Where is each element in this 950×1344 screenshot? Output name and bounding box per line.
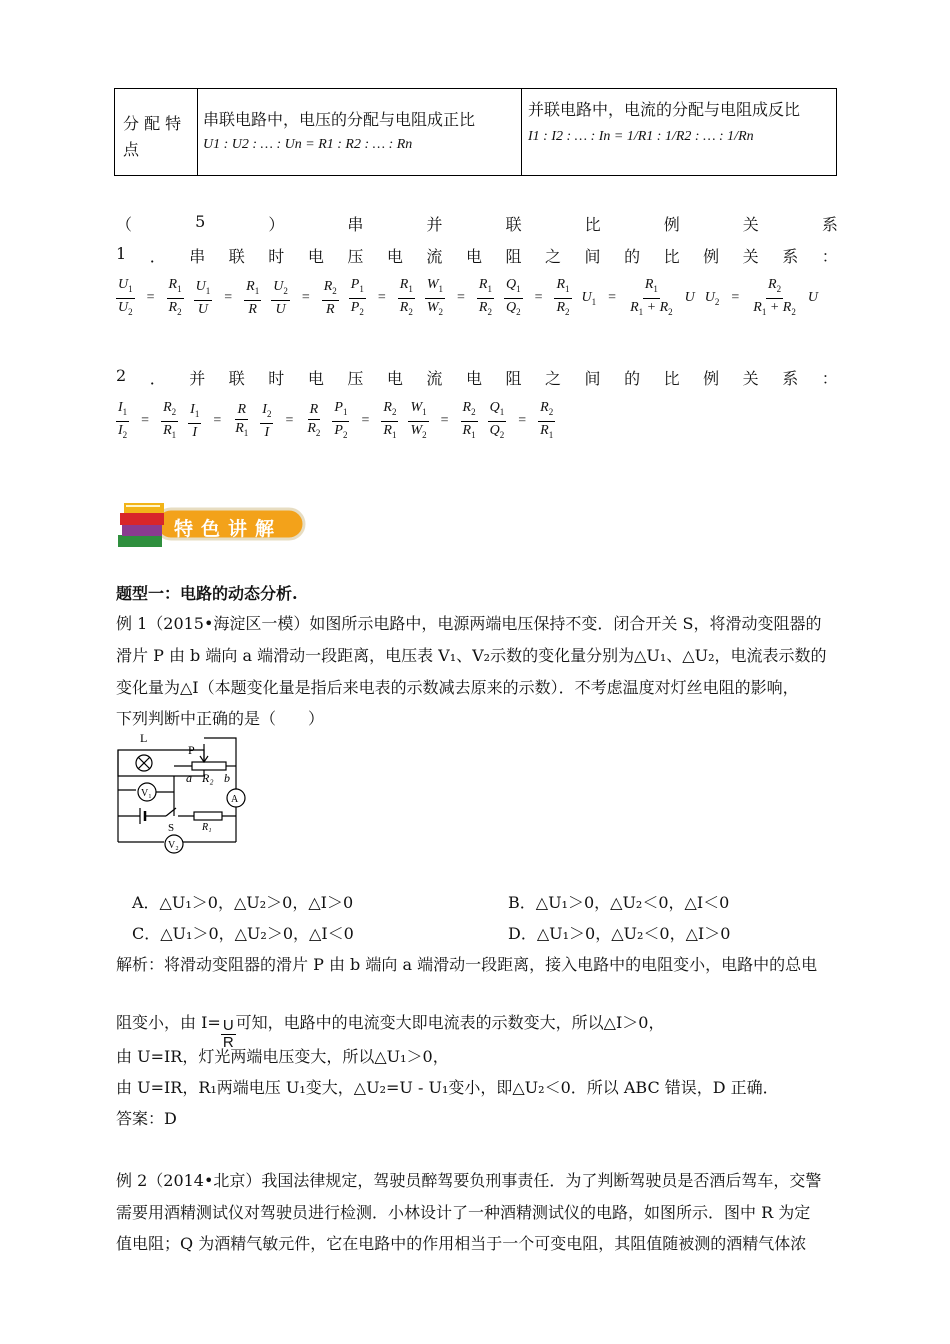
circuit-diagram <box>114 730 254 856</box>
section5-heading-char: 关 <box>742 215 759 234</box>
feature-banner <box>116 495 316 557</box>
series-ratio-heading-char: 关 <box>742 247 759 266</box>
series-formula <box>203 137 412 153</box>
parallel-ratio-heading-char: 电 <box>465 369 482 388</box>
parallel-ratio-heading-char: 间 <box>584 369 601 388</box>
series-ratio-heading-char: 电 <box>307 247 324 266</box>
series-ratio-heading-char: 电 <box>465 247 482 266</box>
series-ratio-heading-char: 1 <box>116 244 127 263</box>
section5-heading-char: ） <box>268 215 285 234</box>
parallel-ratio-heading-char: 例 <box>703 369 720 388</box>
label-V2: V₂ <box>168 840 179 851</box>
option-d: D．△U₁＞0，△U₂＜0，△I＞0 <box>508 924 731 943</box>
parallel-ratio-heading-char: 联 <box>228 369 245 388</box>
section5-heading-char: 例 <box>663 215 680 234</box>
series-ratio-heading-char: 电 <box>386 247 403 266</box>
series-ratio-heading-char: 之 <box>545 247 562 266</box>
series-formula-text: U1 : U2 : … : Un = R1 : R2 : … : Rn <box>203 137 413 152</box>
series-ratio-heading-char: 联 <box>228 247 245 266</box>
series-ratio-heading-char: 压 <box>347 247 364 266</box>
section5-heading-char: 5 <box>195 212 206 231</box>
option-c: C．△U₁＞0，△U₂＞0，△I＜0 <box>132 924 354 943</box>
table-label: 分 配 特 点 <box>123 114 182 159</box>
label-P: P <box>188 743 195 757</box>
parallel-ratio-heading-char: 流 <box>426 369 443 388</box>
ohm-fraction-num: U <box>222 1017 234 1034</box>
analysis-line2-end: 可知，电路中的电流变大即电流表的示数变大，所以△I＞0， <box>235 1013 665 1032</box>
parallel-formula <box>528 129 754 145</box>
label-A: A <box>231 794 239 805</box>
parallel-ratio-heading-char: ． <box>149 369 166 388</box>
example1-line2: 滑片 P 由 b 端向 a 端滑动一段距离，电压表 V₁、V₂示数的变化量分别为△U₁、△U₂，电流表示数的 <box>116 646 827 665</box>
series-ratio-formulas: $\frac{U_1}{U_2}$ = $\frac{R_1}{R_2}$ $\frac{U_1}{U}$ = $\frac{R_1}{R}$ $\frac{U_2}{U}$ = $\frac{R_2}{R}$ $\frac{P_1}{P_2}$ = $\frac{R_1}{R_2}$ $\frac{W_1}{W_2}$ = $\frac{R_1}{R_2}$ $\frac{Q_1}{Q_2}$ = $\frac{R_1}{R_2}$ $U_1$ = $\frac{R_1}{R_1 + R_2}$ U $U_2$ = $\frac{R_2}{R_1 + R_2}$ U <box>118 277 818 317</box>
parallel-ratio-heading-char: 2 <box>116 366 127 385</box>
analysis-line4: 由 U=IR，R₁两端电压 U₁变大，△U₂=U - U₁变小，即△U₂＜0．所以 ABC 错误，D 正确． <box>116 1078 779 1097</box>
section5-heading-char: 联 <box>505 215 522 234</box>
parallel-ratio-heading-char: 之 <box>545 369 562 388</box>
parallel-ratio-heading-char: 电 <box>307 369 324 388</box>
parallel-ratio-heading-char: 关 <box>742 369 759 388</box>
section5-heading-char: 比 <box>584 215 601 234</box>
analysis-line2-start: 阻变小，由 I= <box>116 1013 221 1032</box>
series-ratio-heading-char: 比 <box>663 247 680 266</box>
series-ratio-heading-char: 的 <box>624 247 641 266</box>
series-text: 串联电路中，电压的分配与电阻成正比 <box>203 110 476 129</box>
label-a: a <box>186 771 192 785</box>
parallel-ratio-formulas: $\frac{I_1}{I_2}$ = $\frac{R_2}{R_1}$ $\frac{I_1}{I}$ = $\frac{R}{R_1}$ $\frac{I_2}{I}$ = $\frac{R}{R_2}$ $\frac{P_1}{P_2}$ = $\frac{R_2}{R_1}$ $\frac{W_1}{W_2}$ = $\frac{R_2}{R_1}$ $\frac{Q_1}{Q_2}$ = $\frac{R_2}{R_1}$ <box>118 400 554 440</box>
section5-heading-char: 系 <box>821 215 838 234</box>
parallel-formula-text: I1 : I2 : … : In = 1/R1 : 1/R2 : … : 1/Rn <box>528 129 754 144</box>
example1-line1: 例 1（2015•海淀区一模）如图所示电路中，电源两端电压保持不变．闭合开关 S，将滑动变阻器的 <box>116 614 822 633</box>
parallel-ratio-heading-char: ： <box>821 369 838 388</box>
label-b: b <box>224 771 230 785</box>
answer: 答案：D <box>116 1109 177 1128</box>
section5-heading-char: 串 <box>347 215 364 234</box>
label-V1: V₁ <box>141 788 152 799</box>
section5-heading-char: 并 <box>426 215 443 234</box>
parallel-ratio-heading-char: 电 <box>386 369 403 388</box>
analysis-line3: 由 U=IR，灯光两端电压变大，所以△U₁＞0， <box>116 1047 449 1066</box>
series-ratio-heading-char: 例 <box>703 247 720 266</box>
series-ratio-heading <box>116 244 838 267</box>
parallel-ratio-heading <box>116 366 838 389</box>
series-ratio-heading-char: 间 <box>584 247 601 266</box>
parallel-ratio-heading-char: 阻 <box>505 369 522 388</box>
analysis-line1: 解析：将滑动变阻器的滑片 P 由 b 端向 a 端滑动一段距离，接入电路中的电阻变小，电路中的总电 <box>116 955 818 974</box>
parallel-ratio-heading-char: 比 <box>663 369 680 388</box>
banner-title: 特色讲解 <box>174 518 283 540</box>
parallel-ratio-heading-char: 并 <box>189 369 206 388</box>
parallel-ratio-heading-char: 压 <box>347 369 364 388</box>
parallel-ratio-heading-char: 系 <box>782 369 799 388</box>
option-b: B．△U₁＞0，△U₂＜0，△I＜0 <box>508 893 730 912</box>
series-ratio-heading-char: 阻 <box>505 247 522 266</box>
series-ratio-heading-char: 串 <box>189 247 206 266</box>
example2-line2: 需要用酒精测试仪对驾驶员进行检测．小林设计了一种酒精测试仪的电路，如图所示．图中 R 为定 <box>116 1203 811 1222</box>
label-R2: R₂ <box>202 771 214 785</box>
table-parallel-cell <box>522 89 836 175</box>
parallel-text: 并联电路中，电流的分配与电阻成反比 <box>528 100 801 119</box>
distribution-table <box>114 88 837 176</box>
series-ratio-heading-char: 流 <box>426 247 443 266</box>
label-L: L <box>140 731 148 745</box>
table-series-cell <box>197 89 522 175</box>
example1-line3: 变化量为△I（本题变化量是指后来电表的示数减去原来的示数）．不考虑温度对灯丝电阻的影响， <box>116 678 799 697</box>
problem-type-title: 题型一：电路的动态分析. <box>116 584 298 603</box>
series-ratio-heading-char: 时 <box>268 247 285 266</box>
example2-line1: 例 2（2014•北京）我国法律规定，驾驶员醉驾要负刑事责任．为了判断驾驶员是否酒后驾车，交警 <box>116 1171 822 1190</box>
section5-heading <box>116 212 838 235</box>
table-label-cell <box>114 89 198 175</box>
option-a: A．△U₁＞0，△U₂＞0，△I＞0 <box>132 893 354 912</box>
section5-heading-char: （ <box>116 215 133 234</box>
series-ratio-heading-char: ： <box>821 247 838 266</box>
parallel-ratio-heading-char: 时 <box>268 369 285 388</box>
series-ratio-heading-char: 系 <box>782 247 799 266</box>
label-S: S <box>168 822 175 834</box>
example2-line3: 值电阻；Q 为酒精气敏元件，它在电路中的作用相当于一个可变电阻，其阻值随被测的酒精气体浓 <box>116 1234 807 1253</box>
ohm-fraction-den: R <box>222 1034 234 1051</box>
example1-line4: 下列判断中正确的是（ ） <box>116 709 325 728</box>
parallel-ratio-heading-char: 的 <box>624 369 641 388</box>
series-ratio-heading-char: ． <box>149 247 166 266</box>
label-R1: R₁ <box>202 822 212 833</box>
